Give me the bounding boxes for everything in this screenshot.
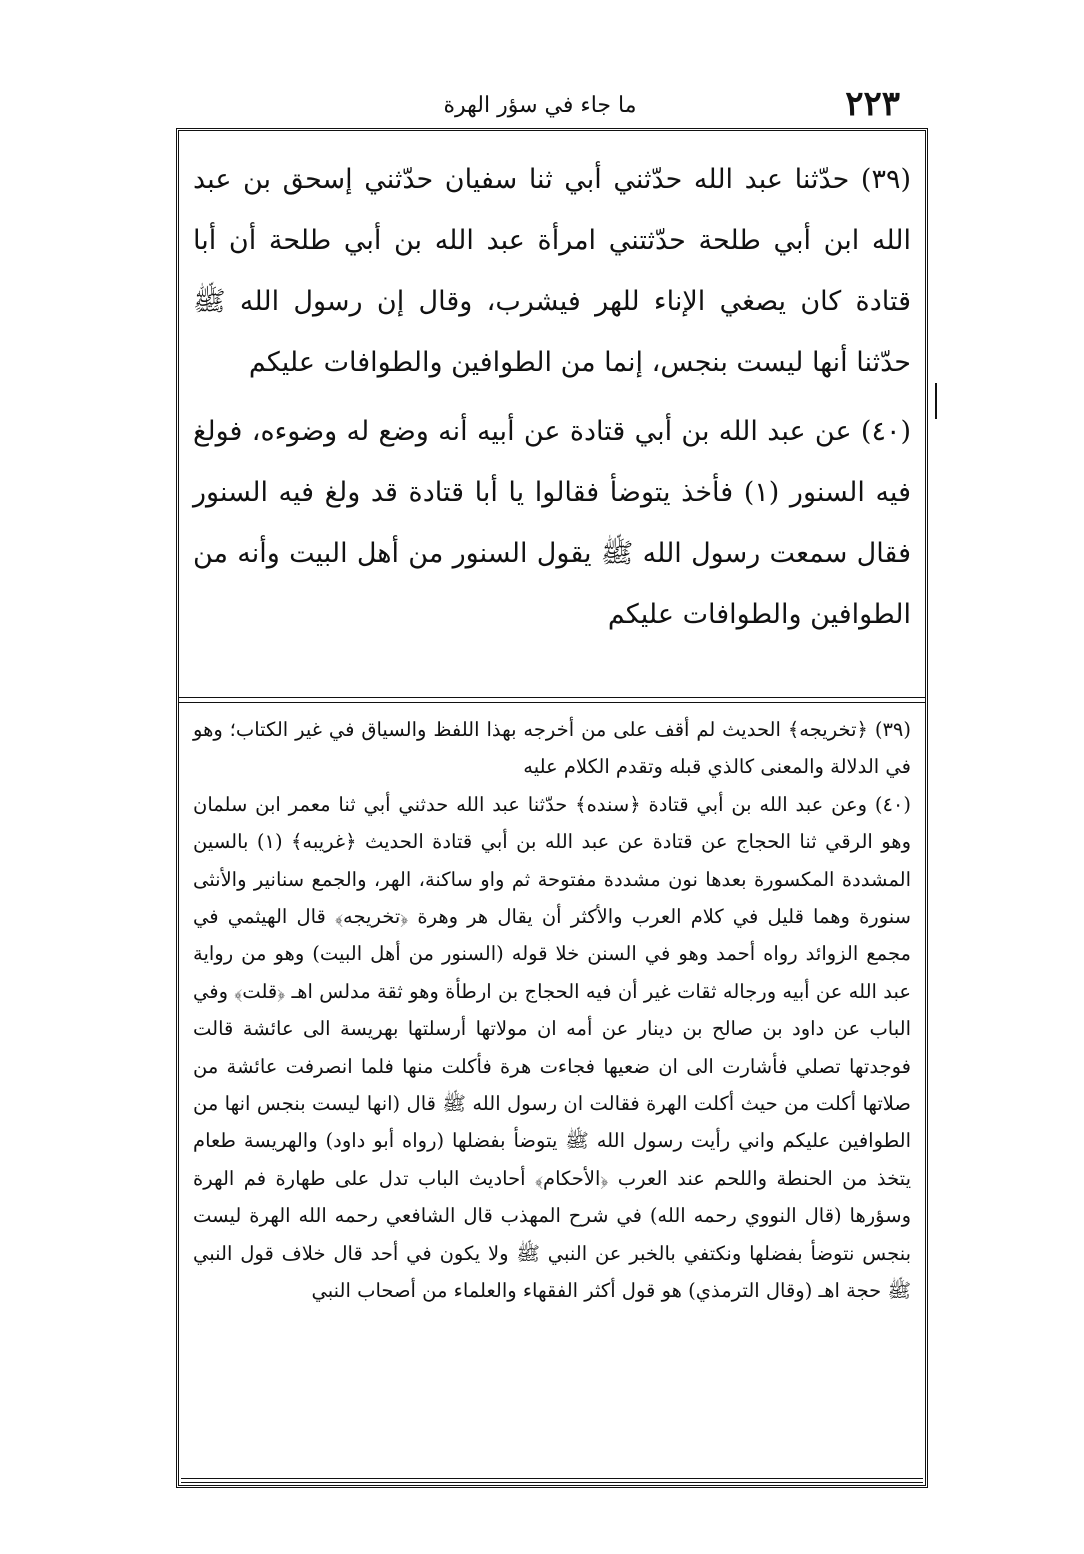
- margin-mark: [935, 383, 937, 419]
- commentary-39: (٣٩) ﴿تخريجه﴾ الحديث لم أقف على من أخرجه بهذا اللفظ والسياق في غير الكتاب؛ وهو في الدلالة والمعنى كالذي قبله وتقدم الكلام عليه: [193, 718, 911, 779]
- commentary-40: (٤٠) وعن عبد الله بن أبي قتادة ﴿سنده﴾ حدّثنا عبد الله حدثني أبي ثنا معمر ابن سلمان وهو الرقي ثنا الحجاج عن قتادة عن عبد الله بن أبي قتادة الحديث ﴿غريبه﴾ (١) بالسين المشددة المكسورة بعدها نون مشددة مفتوحة ثم واو ساكنة، الهر، والجمع سنانير والأنثى سنورة وهما قليل في كلام العرب والأكثر أن يقال هر وهرة ﴿تخريجه﴾ قال الهيثمي في مجمع الزوائد رواه أحمد وهو في السنن خلا قوله (السنور من أهل البيت) وهو من رواية عبد الله عن أبيه ورجاله ثقات غير أن فيه الحجاج بن ارطأة وهو ثقة مدلس اهـ ﴿قلت﴾ وفي الباب عن داود بن صالح بن دينار عن أمه ان مولاتها أرسلتها بهريسة الى عائشة قالت فوجدتها تصلي فأشارت الى ان ضعيها فجاءت هرة فأكلت منها فلما انصرفت عائشة من صلاتها أكلت من حيث أكلت الهرة فقالت ان رسول الله ﷺ قال (انها ليست بنجس انها من الطوافين عليكم واني رأيت رسول الله ﷺ يتوضأ بفضلها (رواه أبو داود) والهريسة طعام يتخذ من الحنطة واللحم عند العرب ﴿الأحكام﴾ أحاديث الباب تدل على طهارة فم الهرة وسؤرها (قال النووي رحمه الله) في شرح المهذب قال الشافعي رحمه الله الهرة ليست بنجس نتوضأ بفضلها ونكتفي بالخبر عن النبي ﷺ ولا يكون في أحد قال خلاف قول النبي ﷺ حجة اهـ (وقال الترمذي) هو قول أكثر الفقهاء والعلماء من أصحاب النبي: [193, 792, 912, 1303]
- hadith-section: [193, 149, 911, 697]
- hadith-39: (٣٩) حدّثنا عبد الله حدّثني أبي ثنا سفيان حدّثني إسحق بن عبد الله ابن أبي طلحة حدّثتني امرأة عبد الله بن أبي طلحة أن أبا قتادة كان يصغي الإناء للهر فيشرب، وقال إن رسول الله ﷺ حدّثنا أنها ليست بنجس، إنما من الطوافين والطوافات عليكم: [193, 164, 911, 378]
- commentary-section: [193, 711, 911, 1471]
- section-divider: [179, 697, 925, 703]
- running-title: ما جاء في سؤر الهرة: [443, 93, 637, 118]
- page-header: [180, 80, 900, 128]
- page-number: ٢٢٣: [845, 84, 900, 124]
- hadith-40: (٤٠) عن عبد الله بن أبي قتادة عن أبيه أنه وضع له وضوءه، فولغ فيه السنور (١) فأخذ يتوضأ فقالوا يا أبا قتادة قد ولغ فيه السنور فقال سمعت رسول الله ﷺ يقول السنور من أهل البيت وأنه من الطوافين والطوافات عليكم: [193, 416, 911, 630]
- text-frame: [176, 128, 928, 1488]
